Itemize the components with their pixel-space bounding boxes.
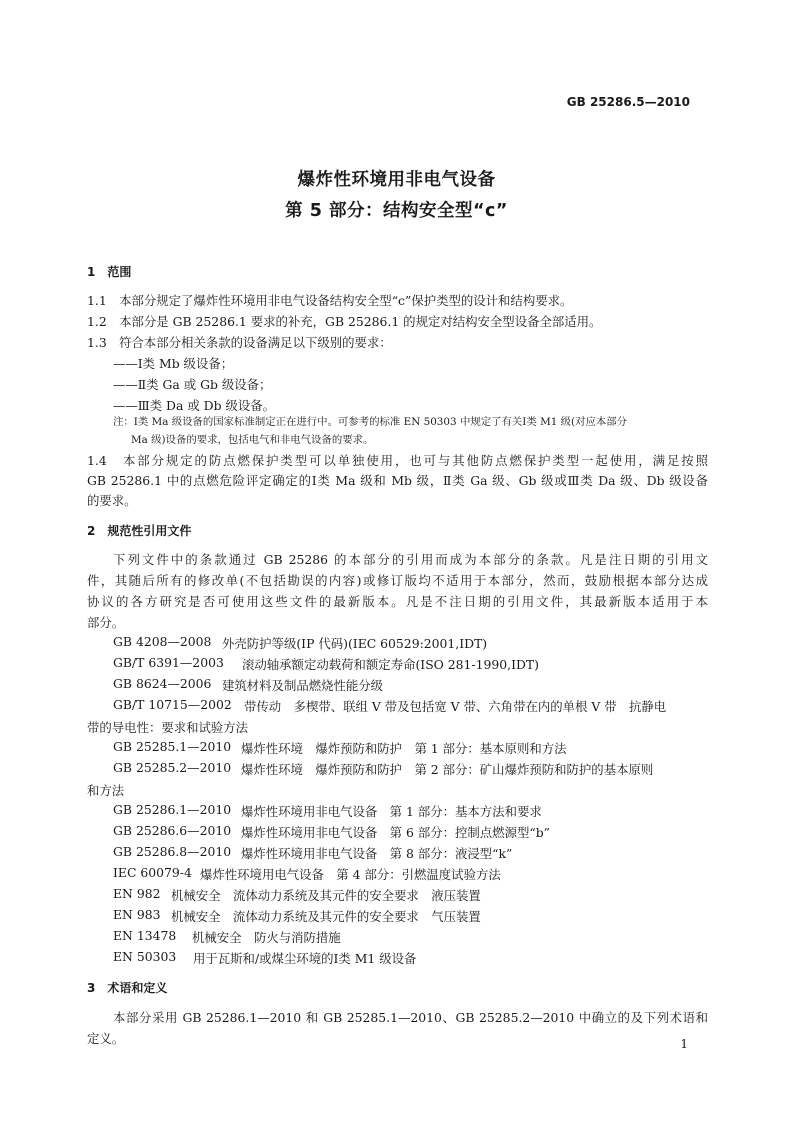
section-3-para-line-1: 本部分采用 GB 25286.1—2010 和 GB 25285.1—2010、GB 25285.2—2010 中确立的及下列术语和 bbox=[113, 1010, 708, 1025]
reference-title: 机械安全 流体动力系统及其元件的安全要求 气压装置 bbox=[171, 909, 481, 924]
reference-title: 爆炸性环境 爆炸预防和防护 第 2 部分：矿山爆炸预防和防护的基本原则 bbox=[241, 762, 654, 777]
reference-item bbox=[113, 739, 567, 757]
reference-item bbox=[113, 697, 666, 715]
level-item: ——Ⅱ类 Ga 或 Gb 级设备； bbox=[113, 377, 272, 392]
clause-1-4-line-1: 1.4 本部分规定的防点燃保护类型可以单独使用，也可与其他防点燃保护类型一起使用，满足按照 bbox=[87, 453, 708, 468]
reference-item bbox=[113, 886, 481, 904]
note-line-2: Ma 级)设备的要求，包括电气和非电气设备的要求。 bbox=[131, 434, 374, 446]
reference-continuation: 和方法 bbox=[87, 783, 125, 798]
section-3-heading: 3 术语和定义 bbox=[87, 981, 168, 995]
clause-1-4-line-2: GB 25286.1 中的点燃危险评定确定的Ⅰ类 Ma 级和 Mb 级，Ⅱ类 Ga 级、Gb 级或Ⅲ类 Da 级、Db 级设备 bbox=[87, 473, 708, 488]
reference-title: 带传动 多楔带、联组 V 带及包括宽 V 带、六角带在内的单根 V 带 抗静电 bbox=[244, 699, 667, 714]
note-line-1: 注：Ⅰ类 Ma 级设备的国家标准制定正在进行中。可参考的标准 EN 50303 中规定了有关Ⅰ类 M1 级(对应本部分 bbox=[113, 416, 628, 428]
level-item: ——Ⅰ类 Mb 级设备； bbox=[113, 356, 234, 371]
section-2-para-line: 件，其随后所有的修改单(不包括勘误的内容)或修订版均不适用于本部分，然而，鼓励根据本部分达成 bbox=[87, 573, 708, 588]
reference-item bbox=[113, 676, 383, 694]
reference-code: EN 13478 bbox=[113, 928, 177, 943]
reference-item bbox=[113, 802, 542, 820]
reference-title: 用于瓦斯和/或煤尘环境的Ⅰ类 M1 级设备 bbox=[193, 951, 417, 966]
reference-title: 爆炸性环境用电气设备 第 4 部分：引燃温度试验方法 bbox=[200, 867, 501, 882]
reference-title: 机械安全 防火与消防措施 bbox=[192, 930, 341, 945]
level-item: ——Ⅲ类 Da 或 Db 级设备。 bbox=[113, 398, 276, 413]
title-line-1: 爆炸性环境用非电气设备 bbox=[297, 170, 496, 190]
reference-code: GB 25285.2—2010 bbox=[113, 760, 232, 775]
page-number: 1 bbox=[680, 1037, 688, 1051]
reference-code: GB/T 6391—2003 bbox=[113, 655, 224, 670]
title-line-2: 第 5 部分：结构安全型“c” bbox=[285, 201, 508, 221]
section-2-para-line: 部分。 bbox=[87, 615, 125, 630]
reference-item bbox=[113, 655, 539, 673]
section-2-para-line: 协议的各方研究是否可使用这些文件的最新版本。凡是不注日期的引用文件，其最新版本适用于本 bbox=[87, 594, 708, 609]
clause-1-1: 1.1 本部分规定了爆炸性环境用非电气设备结构安全型“c”保护类型的设计和结构要求。 bbox=[87, 293, 573, 308]
reference-item bbox=[113, 865, 501, 883]
clause-1-4-line-3: 的要求。 bbox=[87, 493, 137, 508]
reference-title: 爆炸性环境用非电气设备 第 1 部分：基本方法和要求 bbox=[241, 804, 542, 819]
reference-item bbox=[113, 760, 653, 778]
reference-code: GB 25286.8—2010 bbox=[113, 844, 232, 859]
reference-code: EN 982 bbox=[113, 886, 161, 901]
section-3-para-line-2: 定义。 bbox=[87, 1031, 125, 1046]
reference-continuation: 带的导电性：要求和试验方法 bbox=[87, 720, 249, 735]
reference-code: GB 25286.6—2010 bbox=[113, 823, 232, 838]
reference-code: EN 50303 bbox=[113, 949, 177, 964]
reference-title: 机械安全 流体动力系统及其元件的安全要求 液压装置 bbox=[171, 888, 481, 903]
reference-code: GB 25286.1—2010 bbox=[113, 802, 232, 817]
reference-item bbox=[113, 949, 416, 967]
reference-code: EN 983 bbox=[113, 907, 161, 922]
section-2-heading: 2 规范性引用文件 bbox=[87, 524, 192, 538]
section-1-heading: 1 范围 bbox=[87, 265, 132, 279]
clause-1-2: 1.2 本部分是 GB 25286.1 要求的补充，GB 25286.1 的规定对结构安全型设备全部适用。 bbox=[87, 314, 602, 329]
reference-item bbox=[113, 844, 512, 862]
reference-code: IEC 60079-4 bbox=[113, 865, 192, 880]
reference-title: 建筑材料及制品燃烧性能分级 bbox=[222, 678, 384, 693]
standard-number: GB 25286.5—2010 bbox=[566, 95, 690, 109]
clause-1-3: 1.3 符合本部分相关条款的设备满足以下级别的要求： bbox=[87, 335, 392, 350]
reference-code: GB 8624—2006 bbox=[113, 676, 212, 691]
reference-item bbox=[113, 907, 481, 925]
reference-item bbox=[113, 634, 487, 652]
section-2-para-line: 下列文件中的条款通过 GB 25286 的本部分的引用而成为本部分的条款。凡是注日期的引用文 bbox=[113, 552, 708, 567]
reference-title: 爆炸性环境 爆炸预防和防护 第 1 部分：基本原则和方法 bbox=[241, 741, 567, 756]
reference-title: 爆炸性环境用非电气设备 第 8 部分：液浸型“k” bbox=[241, 846, 513, 861]
reference-item bbox=[113, 823, 550, 841]
reference-title: 外壳防护等级(IP 代码)(IEC 60529:2001,IDT) bbox=[222, 636, 488, 651]
reference-code: GB 4208—2008 bbox=[113, 634, 212, 649]
reference-title: 滚动轴承额定动载荷和额定寿命(ISO 281-1990,IDT) bbox=[242, 657, 540, 672]
reference-code: GB/T 10715—2002 bbox=[113, 697, 232, 712]
reference-code: GB 25285.1—2010 bbox=[113, 739, 232, 754]
reference-item bbox=[113, 928, 341, 946]
reference-title: 爆炸性环境用非电气设备 第 6 部分：控制点燃源型“b” bbox=[241, 825, 550, 840]
